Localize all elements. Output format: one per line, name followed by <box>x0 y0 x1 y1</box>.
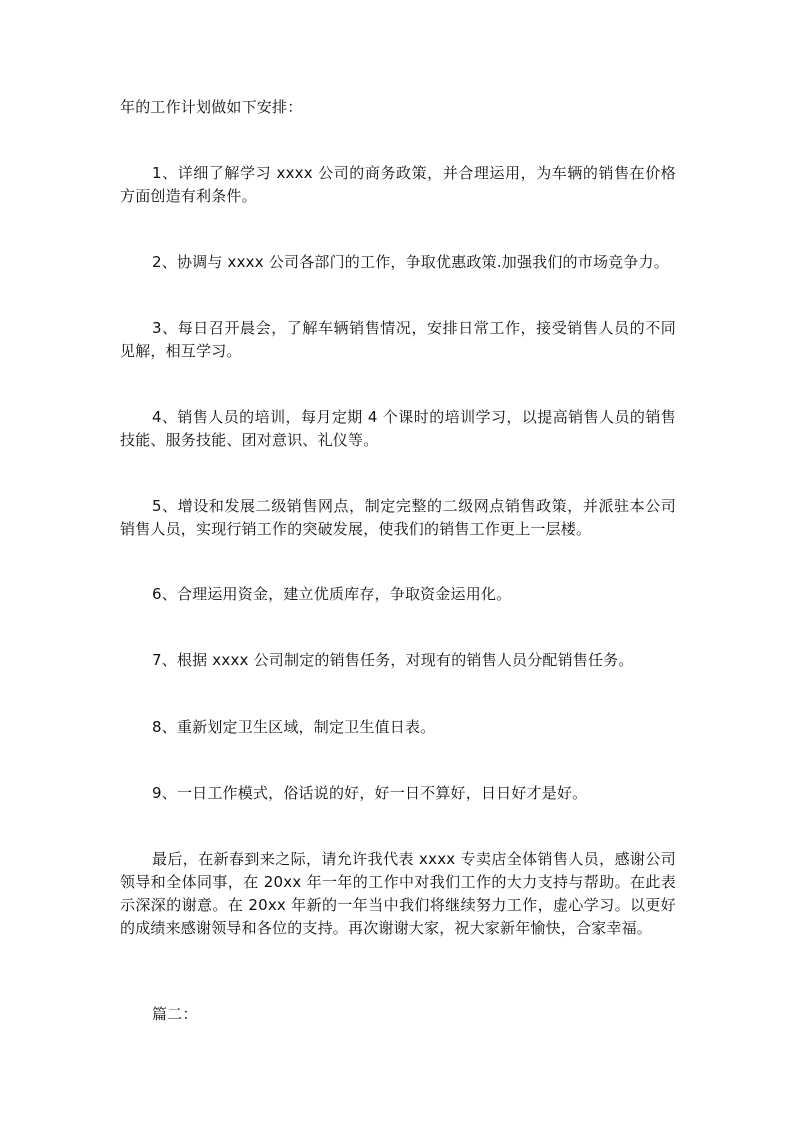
plan-item-1: 1、详细了解学习 xxxx 公司的商务政策，并合理运用，为车辆的销售在价格方面创造有利条件。 <box>120 164 676 205</box>
intro-paragraph: 年的工作计划做如下安排： <box>120 98 303 116</box>
plan-item-5: 5、增设和发展二级销售网点，制定完整的二级网点销售政策，并派驻本公司销售人员，实现行销工作的突破发展，使我们的销售工作更上一层楼。 <box>120 497 676 538</box>
plan-item-6: 6、合理运用资金，建立优质库存，争取资金运用化。 <box>152 585 512 603</box>
plan-item-2: 2、协调与 xxxx 公司各部门的工作，争取优惠政策.加强我们的市场竞争力。 <box>152 253 669 271</box>
plan-item-4: 4、销售人员的培训，每月定期 4 个课时的培训学习，以提高销售人员的销售技能、服务技能、团对意识、礼仪等。 <box>120 408 676 449</box>
section-heading: 篇二： <box>152 1005 198 1023</box>
plan-item-3: 3、每日召开晨会，了解车辆销售情况，安排日常工作，接受销售人员的不同见解，相互学习。 <box>120 319 676 360</box>
closing-paragraph: 最后，在新春到来之际，请允许我代表 xxxx 专卖店全体销售人员，感谢公司领导和全体同事，在 20xx 年一年的工作中对我们工作的大力支持与帮助。在此表示深深的谢意。在 20xx 年新的一年当中我们将继续努力工作，虚心学习。以更好的成绩来感谢领导和各位的支持。再次谢谢大家，祝大家新年愉快，合家幸福。 <box>120 850 676 937</box>
plan-item-8: 8、重新划定卫生区域，制定卫生值日表。 <box>152 718 436 736</box>
plan-item-9: 9、一日工作模式，俗话说的好，好一日不算好，日日好才是好。 <box>152 784 588 802</box>
plan-item-7: 7、根据 xxxx 公司制定的销售任务，对现有的销售人员分配销售任务。 <box>152 651 634 669</box>
